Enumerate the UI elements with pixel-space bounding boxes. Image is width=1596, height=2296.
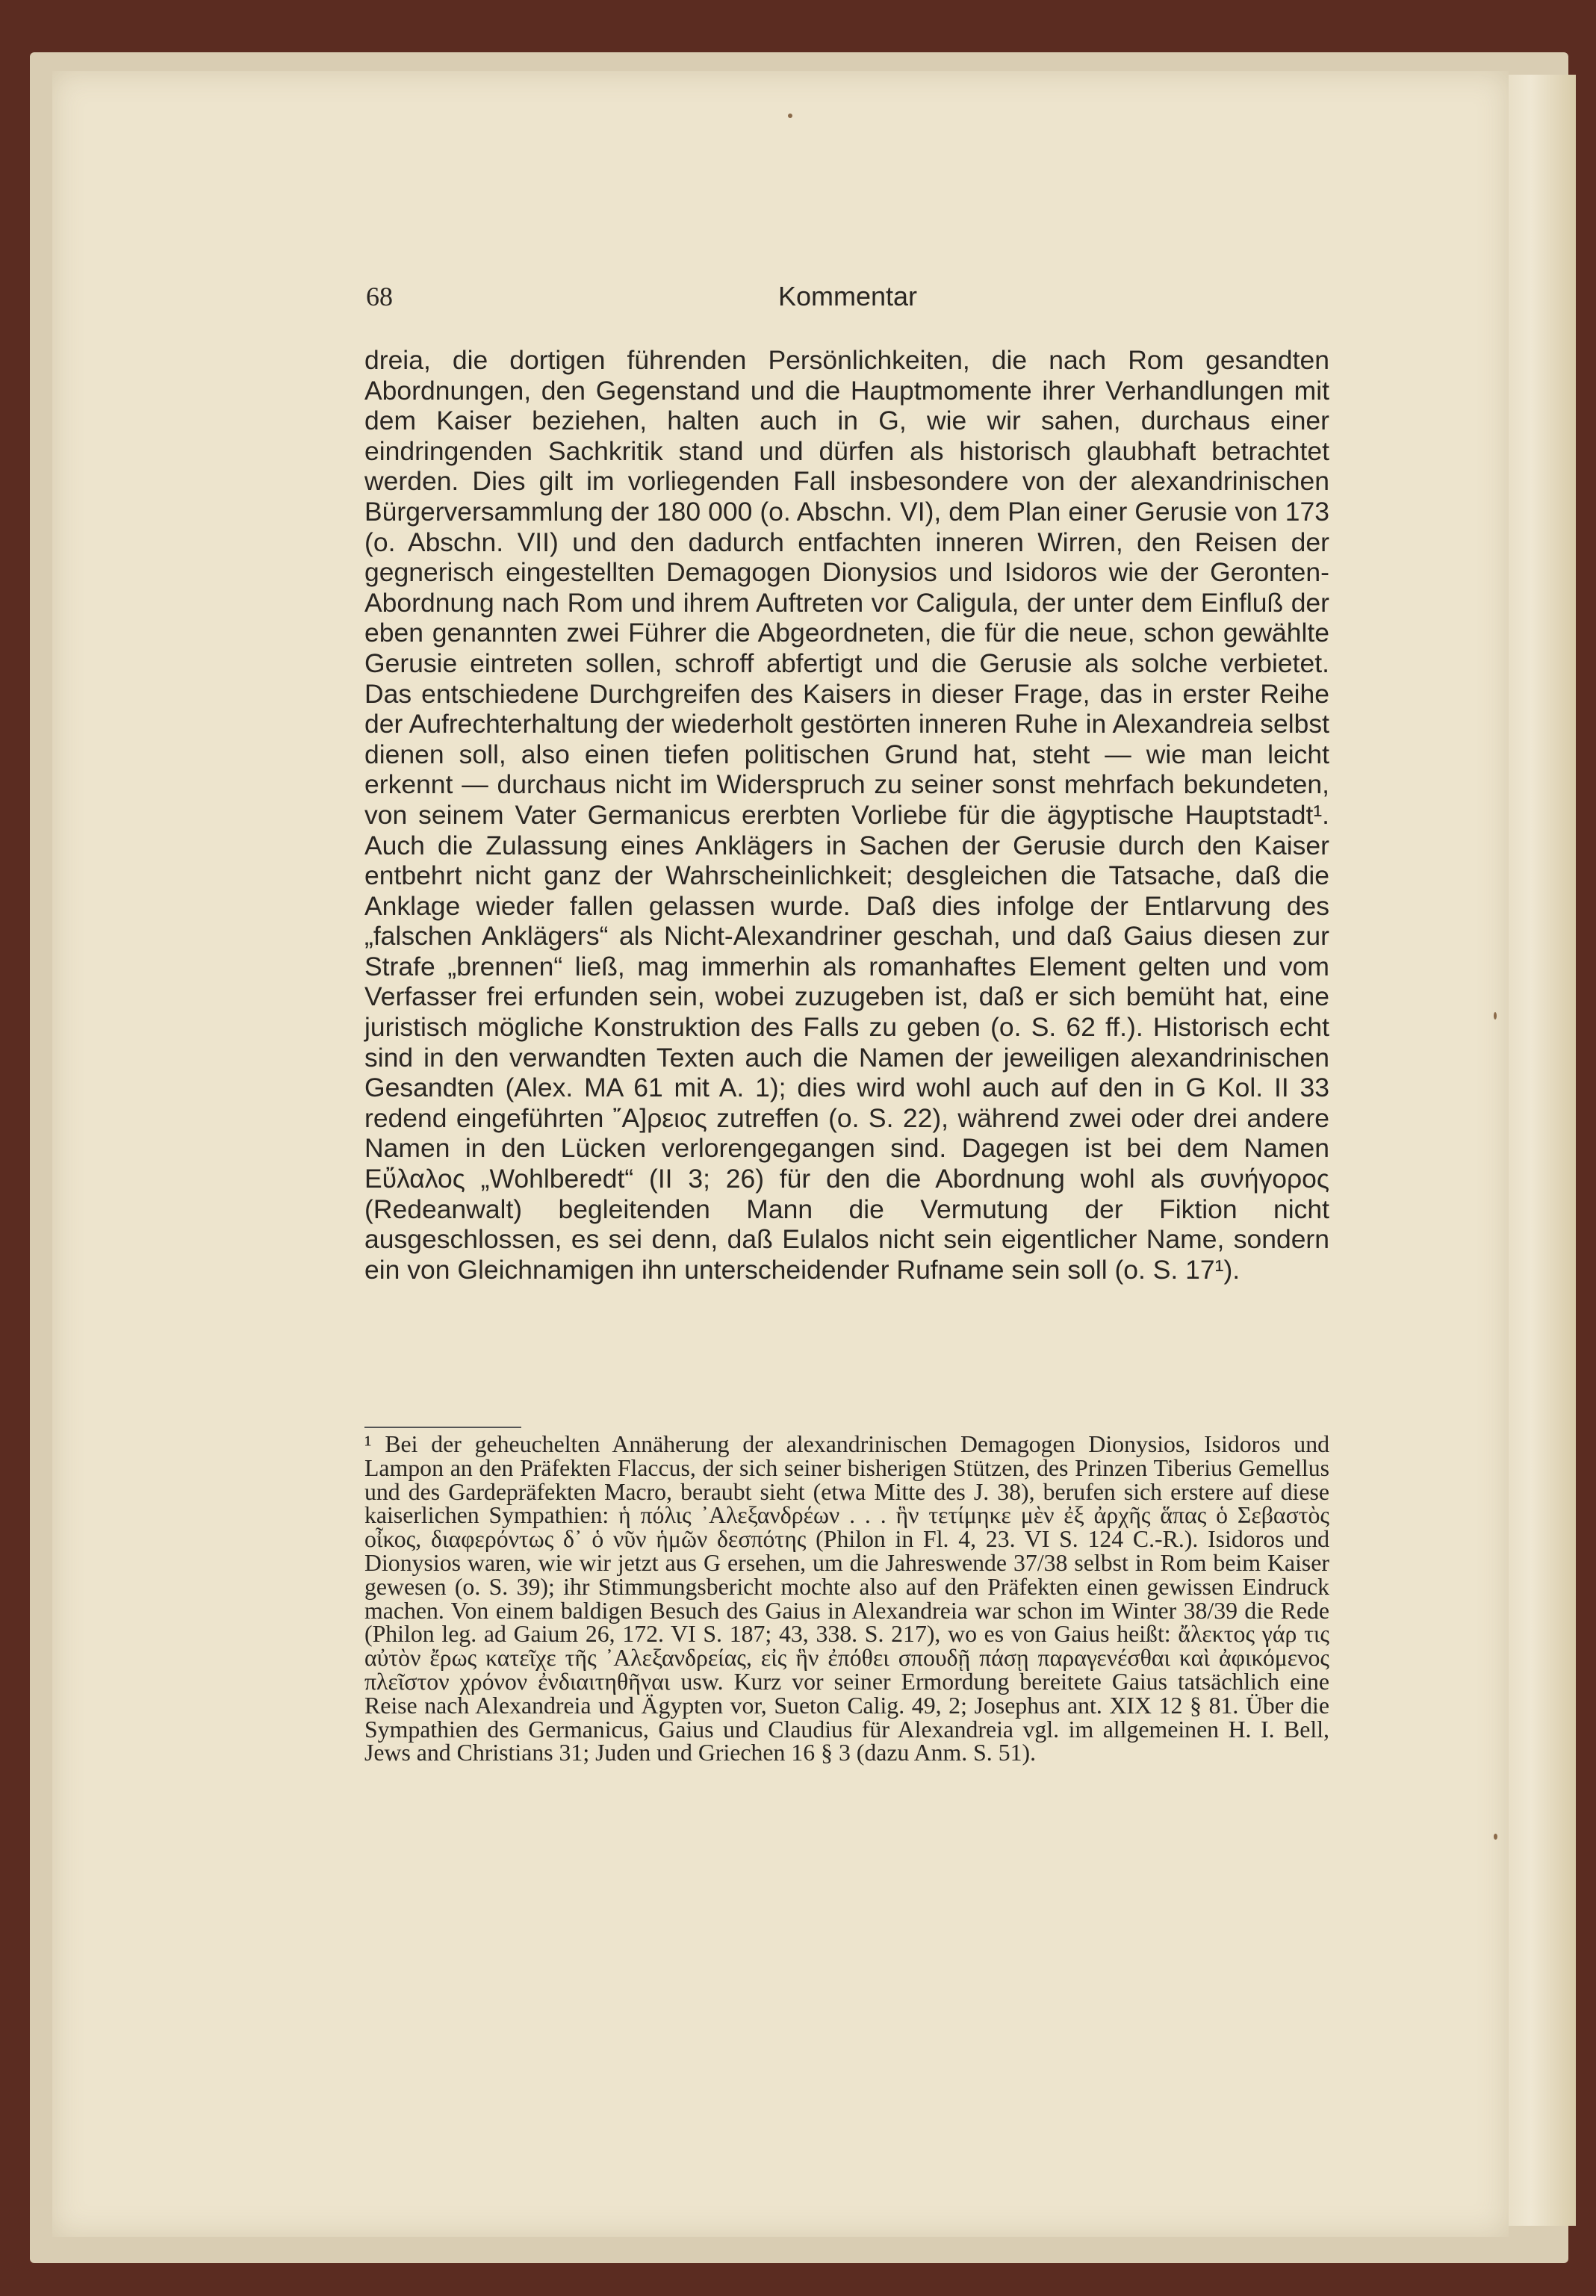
- section-title: Kommentar: [777, 281, 918, 311]
- paper-speck: [1494, 1834, 1497, 1840]
- paper-speck: [788, 114, 792, 118]
- paper-speck: [1494, 1012, 1497, 1020]
- footnote: [364, 1433, 1329, 1765]
- page-number: 68: [366, 282, 393, 311]
- next-page-edge: [1501, 75, 1576, 2226]
- footnote-divider: [364, 1427, 521, 1428]
- main-text: [364, 345, 1329, 1285]
- body-paragraph: dreia, die dortigen führenden Persönlichkeiten, die nach Rom gesandten Abordnungen, den Gegenstand und die Hauptmomente ihrer Verhandlungen mit dem Kaiser beziehen, halten auch in G, wie wir sahen, durchaus einer eindringenden Sachkritik stand und dürfen als historisch glaubhaft betrachtet werden. Dies gilt im vorliegenden Fall insbesondere von der alexandrinischen Bürgerversammlung der 180 000 (o. Abschn. VI), dem Plan einer Gerusie von 173 (o. Abschn. VII) und den dadurch entfachten inneren Wirren, den Reisen der gegnerisch eingestellten Demagogen Dionysios und Isidoros wie der Geronten-Abordnung nach Rom und ihrem Auftreten vor Caligula, der unter dem Einfluß der eben genannten zwei Führer die Abgeordneten, die für die neue, schon gewählte Gerusie eintreten sollen, schroff abfertigt und die Gerusie als solche verbietet. Das entschiedene Durchgreifen des Kaisers in dieser Frage, das in erster Reihe der Aufrechterhaltung der wiederholt gestörten inneren Ruhe in Alexandreia selbst dienen soll, also einen tiefen politischen Grund hat, steht — wie man leicht erkennt — durchaus nicht im Widerspruch zu seiner sonst mehrfach bekundeten, von seinem Vater Germanicus ererbten Vorliebe für die ägyptische Hauptstadt¹. Auch die Zulassung eines Anklägers in Sachen der Gerusie durch den Kaiser entbehrt nicht ganz der Wahrscheinlichkeit; desgleichen die Tatsache, daß die Anklage wieder fallen gelassen wurde. Daß dies infolge der Entlarvung des „falschen Anklägers“ als Nicht-Alexandriner geschah, und daß Gaius diesen zur Strafe „brennen“ ließ, mag immerhin als romanhaftes Element gelten und vom Verfasser frei erfunden sein, wobei zuzugeben ist, daß er sich bemüht hat, eine juristisch mögliche Konstruktion des Falls zu geben (o. S. 62 ff.). Historisch echt sind in den verwandten Texten auch die Namen der jeweiligen alexandrinischen Gesandten (Alex. MA 61 mit A. 1); dies wird wohl auch auf den in G Kol. II 33 redend eingeführten ῎Α]ρειος zutreffen (o. S. 22), während zwei oder drei andere Namen in den Lücken verlorengegangen sind. Dagegen ist bei dem Namen Εὔλαλος „Wohlberedt“ (II 3; 26) für den die Abordnung wohl als συνήγορος (Redeanwalt) begleitenden Mann die Vermutung der Fiktion nicht ausgeschlossen, es sei denn, daß Eulalos nicht sein eigentlicher Name, sondern ein von Gleichnamigen ihn unterscheidender Rufname sein soll (o. S. 17¹).: [364, 345, 1329, 1285]
- footnote-text: ¹ Bei der geheuchelten Annäherung der alexandrinischen Demagogen Dionysios, Isidoros und Lampon an den Präfekten Flaccus, der sich seiner bisherigen Stützen, des Prinzen Tiberius Gemellus und des Gardepräfekten Macro, beraubt sieht (etwa Mitte des J. 38), berufen sich erstere auf diese kaiserlichen Sympathien: ἡ πόλις ᾿Αλεξανδρέων . . . ἣν τετίμηκε μὲν ἐξ ἀρχῆς ἅπας ὁ Σεβαστὸς οἶκος, διαφερόντως δ᾽ ὁ νῦν ἡμῶν δεσπότης (Philon in Fl. 4, 23. VI S. 124 C.-R.). Isidoros und Dionysios waren, wie wir jetzt aus G ersehen, um die Jahreswende 37/38 selbst in Rom beim Kaiser gewesen (o. S. 39); ihr Stimmungsbericht mochte also auf den Präfekten einen gewissen Eindruck machen. Von einem baldigen Besuch des Gaius in Alexandreia war schon im Winter 38/39 die Rede (Philon leg. ad Gaium 26, 172. VI S. 187; 43, 338. S. 217), wo es von Gaius heißt: ἄλεκτος γάρ τις αὐτὸν ἔρως κατεῖχε τῆς ᾿Αλεξανδρείας, εἰς ἣν ἐπόθει σπουδῇ πάσῃ παραγενέσθαι καὶ ἀφικόμενος πλεῖστον χρόνον ἐνδιαιτηθῆναι usw. Kurz vor seiner Ermordung bereitete Gaius tatsächlich eine Reise nach Alexandreia und Ägypten vor, Sueton Calig. 49, 2; Josephus ant. XIX 12 § 81. Über die Sympathien des Germanicus, Gaius und Claudius für Alexandreia vgl. im allgemeinen H. I. Bell, Jews and Christians 31; Juden und Griechen 16 § 3 (dazu Anm. S. 51).: [364, 1431, 1329, 1766]
- running-head: [366, 281, 1329, 326]
